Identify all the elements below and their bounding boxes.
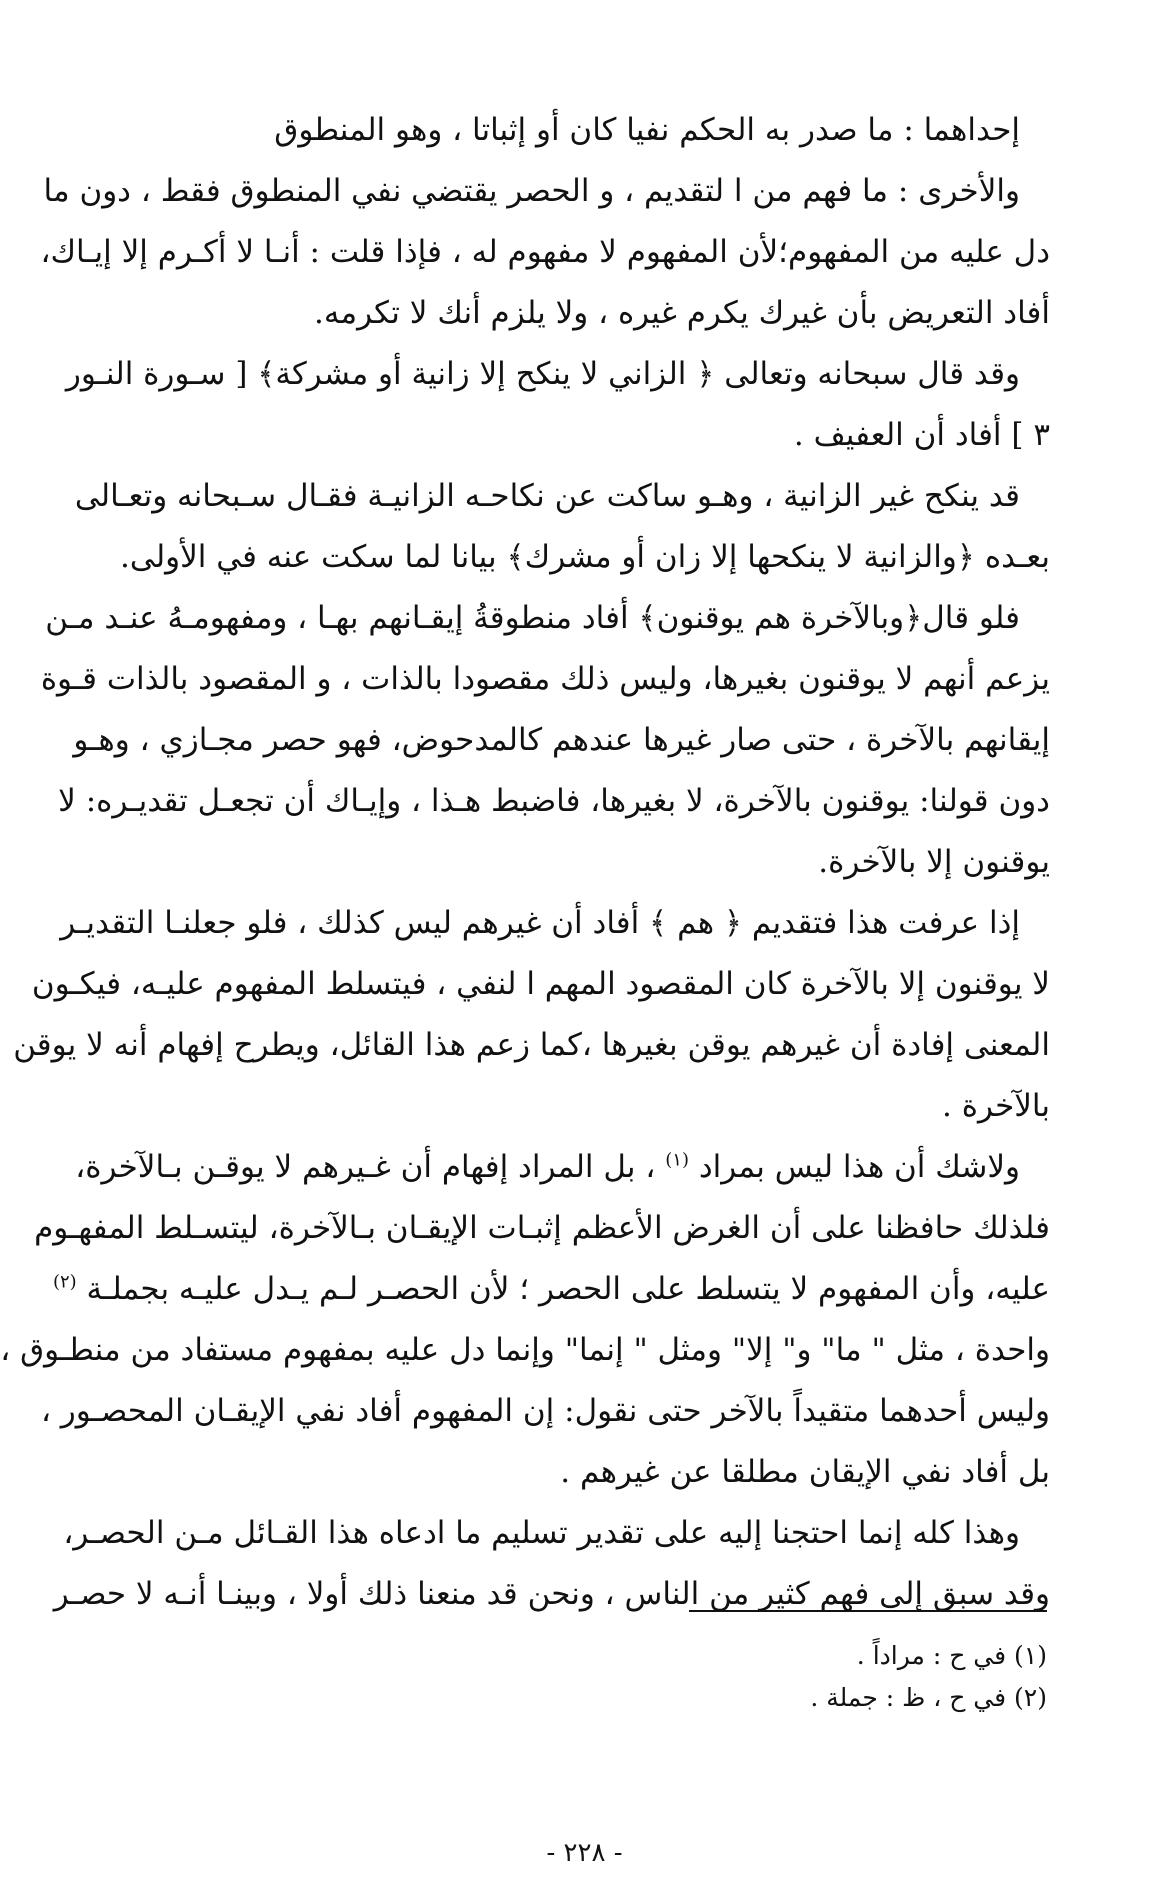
text-line: قد ينكح غير الزانية ، وهـو ساكت عن نكاحـه الزانيـة فقـال سـبحانه وتعـالى — [74, 478, 1020, 514]
page-number: - ٢٢٨ - — [546, 1838, 623, 1868]
text-line: دل عليه من المفهوم؛لأن المفهوم لا مفهوم له ، فإذا قلت : أنـا لا أكـرم إلا إيـاك، — [40, 234, 1050, 270]
text-line: يزعم أنهم لا يوقنون بغيرها، وليس ذلك مقصودا بالذات ، و المقصود بالذات قـوة — [40, 661, 1050, 697]
text-segment: ولاشك أن هذا ليس بمراد — [698, 1149, 1020, 1185]
text-line: دون قولنا: يوقنون بالآخرة، لا بغيرها، فاضبط هـذا ، وإيـاك أن تجعـل تقديـره: لا — [58, 783, 1050, 819]
text-line: أفاد التعريض بأن غيرك يكرم غيره ، ولا يلزم أنك لا تكرمه. — [314, 295, 1050, 331]
text-line-with-footnote — [75, 1137, 1050, 1198]
text-line: وليس أحدهما متقيداً بالآخر حتى نقول: إن المفهوم أفاد نفي الإيقـان المحصـور ، — [40, 1393, 1050, 1429]
footnote-marker[interactable]: (١) — [665, 1149, 689, 1171]
text-line: فلو قال﴿وبالآخرة هم يوقنون﴾ أفاد منطوقةُ إيقـانهم بهـا ، ومفهومـهُ عنـد مـن — [45, 600, 1020, 636]
footnote-divider — [689, 1610, 1047, 1612]
footnote-marker[interactable]: (٢) — [52, 1271, 77, 1293]
text-line: بعـده ﴿والزانية لا ينكحها إلا زان أو مشرك﴾ بيانا لما سكت عنه في الأولى. — [120, 539, 1050, 575]
text-line: المعنى إفادة أن غيرهم يوقن بغيرها ،كما زعم هذا القائل، ويطرح إفهام أنه لا يوقن — [13, 1027, 1050, 1063]
text-line: وقد سبق إلى فهم كثير من الناس ، ونحن قد منعنا ذلك أولا ، وبينـا أنـه لا حصـر — [53, 1576, 1050, 1612]
text-line: والأخرى : ما فهم من ا لتقديم ، و الحصر يقتضي نفي المنطوق فقط ، دون ما — [43, 173, 1020, 209]
text-line: إحداهما : ما صدر به الحكم نفيا كان أو إثباتا ، وهو المنطوق — [274, 112, 1020, 148]
text-line: وهذا كله إنما احتجنا إليه على تقدير تسليم ما ادعاه هذا القـائل مـن الحصـر، — [63, 1515, 1020, 1551]
text-line-with-footnote — [52, 1259, 1050, 1320]
text-line: بل أفاد نفي الإيقان مطلقا عن غيرهم . — [560, 1454, 1050, 1490]
text-segment: عليه، وأن المفهوم لا يتسلط على الحصر ؛ لأن الحصـر لـم يـدل عليـه بجملـة — [86, 1271, 1050, 1307]
text-line: ٣ ] أفاد أن العفيف . — [793, 417, 1050, 453]
text-line: يوقنون إلا بالآخرة. — [818, 844, 1050, 880]
text-line: إيقانهم بالآخرة ، حتى صار غيرها عندهم كالمدحوض، فهو حصر مجـازي ، وهـو — [73, 722, 1050, 758]
text-line: بالآخرة . — [942, 1088, 1050, 1124]
footnote-item: (٢) في ح ، ظ : جملة . — [810, 1683, 1047, 1712]
footnotes — [447, 1635, 1047, 1719]
text-segment: ، بل المراد إفهام أن غـيرهم لا يوقـن بـالآخرة، — [75, 1149, 656, 1185]
text-line: لا يوقنون إلا بالآخرة كان المقصود المهم ا لنفي ، فيتسلط المفهوم عليـه، فيكـون — [31, 966, 1050, 1002]
text-line: فلذلك حافظنا على أن الغرض الأعظم إثبـات الإيقـان بـالآخرة، ليتسـلط المفهـوم — [34, 1210, 1050, 1246]
text-line: واحدة ، مثل " ما" و" إلا" ومثل " إنما" وإنما دل عليه بمفهوم مستفاد من منطـوق ، — [0, 1332, 1050, 1368]
main-text — [0, 100, 1050, 1625]
text-line: إذا عرفت هذا فتقديم ﴿ هم ﴾ أفاد أن غيرهم ليس كذلك ، فلو جعلنـا التقديـر — [60, 905, 1020, 941]
footnote-item: (١) في ح : مراداً . — [856, 1641, 1047, 1670]
text-line: وقد قال سبحانه وتعالى ﴿ الزاني لا ينكح إلا زانية أو مشركة﴾ [ سـورة النـور — [65, 356, 1020, 392]
